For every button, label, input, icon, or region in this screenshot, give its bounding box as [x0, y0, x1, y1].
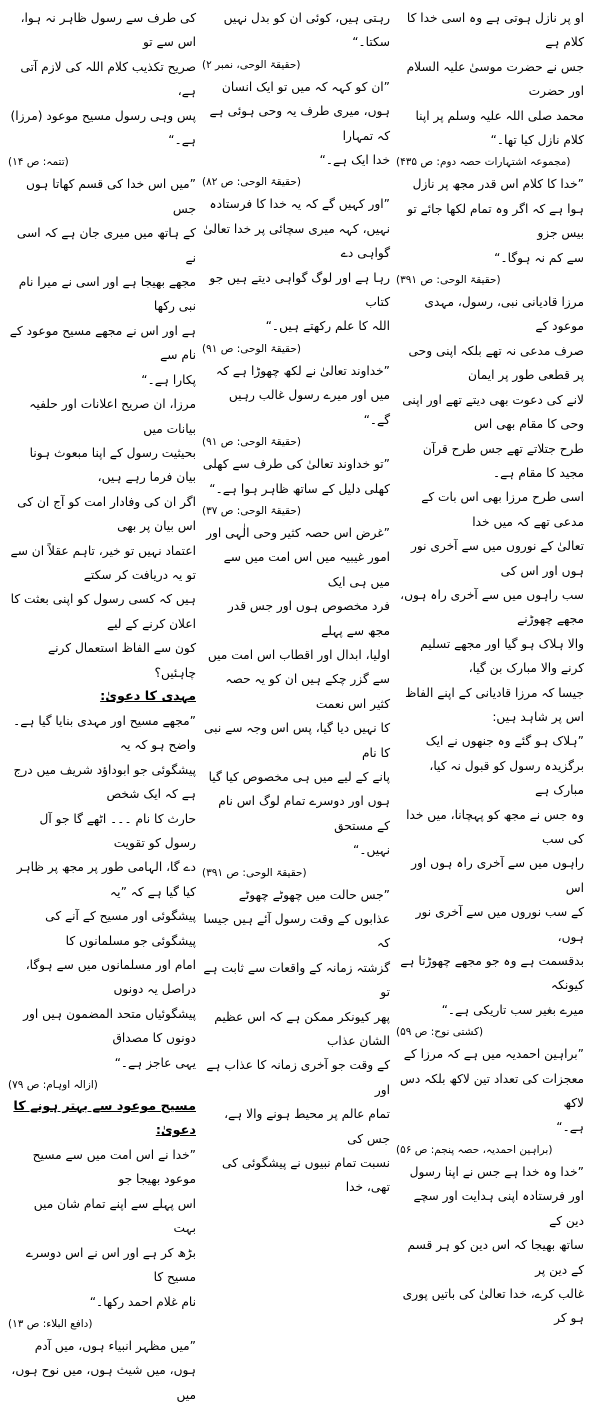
paragraph: ”ہلاک ہو گئے وہ جنھوں نے ایک برگزیدہ رسول کو قبول نہ کیا، مبارک ہے وہ جس نے مجھ کو پہچانا، میں خدا کی سب راہوں میں سے آخری راہ ہوں اور اس کے سب نوروں میں سے آخری نور ہوں، بدقسمت ہے وہ جو مجھے چھوڑتا ہے کیونکہ میرے بغیر سب تاریکی ہے۔“	[400, 734, 584, 1017]
citation: (کشتی نوح: ص ۵۹)	[396, 1026, 484, 1039]
citation: (حقیقۃ الوحی: ص ۸۲)	[202, 176, 301, 189]
citation: (حقیقۃ الوحی، نمبر ۲)	[202, 58, 301, 71]
citation: (حقیقۃ الوحی: ص ۹۱)	[202, 436, 301, 449]
citation: (حقیقۃ الوحی: ص ۹۱)	[202, 342, 301, 355]
paragraph: مرزا، ان صریح اعلانات اور حلفیہ بیانات میں بحیثیت رسول کے اپنا مبعوث ہونا بیان فرما رہے ہیں، اگر ان کی وفادار امت کو آج ان کی اس بیان پر بھی اعتماد نہیں تو خیر، تاہم عقلاً ان سے تو یہ دریافت کر سکتے ہیں کہ کسی رسول کو اپنی بعثت کا اعلان کرنے کے لیے کون سے الفاظ استعمال کرنے چاہئیں؟	[10, 397, 196, 680]
section-heading: مسیح موعود سے بہتر ہونے کا دعویٰ:	[13, 1099, 196, 1139]
citation: (تتمہ: ص ۱۴)	[8, 156, 69, 169]
paragraph: رہتی ہیں، کوئی ان کو بدل نہیں سکتا۔“	[223, 11, 390, 50]
citation: (براہین احمدیہ، حصہ پنجم: ص ۵۶)	[396, 1143, 553, 1156]
paragraph: ”خدا وہ خدا ہے جس نے اپنا رسول اور فرستادہ اپنی ہدایت اور سچے دین کے ساتھ بھیجا کہ اس دین کو ہر قسم کے دین پر غالب کرے، خدا تعالیٰ کی باتیں پوری ہو کر	[402, 1164, 584, 1326]
column-left	[8, 6, 196, 1402]
paragraph: ”میں اس خدا کی قسم کھاتا ہوں جس کے ہاتھ میں میری جان ہے کہ اسی نے مجھے بھیجا ہے اور اسی نے میرا نام نبی رکھا ہے اور اس نے مجھے مسیح موعود کے نام سے پکارا ہے۔“	[9, 177, 196, 387]
citation: (ازالہ اوہام: ص ۷۹)	[8, 1079, 98, 1092]
paragraph: ”مجھے مسیح اور مہدی بنایا گیا ہے۔ واضح ہو کہ یہ پیشگوئی جو ابوداؤد شریف میں درج ہے کہ ایک شخص حارث کا نام ۔۔۔ اٹھے گا جو آل رسول کو تقویت دے گا، الہامی طور پر مجھ پر ظاہر کیا گیا ہے کہ ”یہ پیشگوئی اور مسیح کے آنے کی پیشگوئی جو مسلمانوں کا امام اور مسلمانوں میں سے ہوگا، دراصل یہ دونوں پیشگوئیاں متحد المضمون ہیں اور دونوں کا مصداق یہی عاجز ہے۔“	[13, 713, 196, 1070]
citation: (دافع البلاء: ص ۱۳)	[8, 1317, 93, 1330]
document-page	[6, 6, 584, 1402]
paragraph: ”خدا نے اس امت میں سے مسیح موعود بھیجا جو اس پہلے سے اپنے تمام شان میں بہت بڑھ کر ہے اور اس نے اس دوسرے مسیح کا نام غلام احمد رکھا۔“	[25, 1148, 196, 1309]
paragraph: ”خدا کا کلام اس قدر مجھ پر نازل ہوا ہے کہ اگر وہ تمام لکھا جائے تو بیس جزو سے کم نہ ہوگا۔“	[407, 177, 584, 265]
paragraph: ”جس حالت میں چھوٹے چھوٹے عذابوں کے وقت رسول آئے ہیں جیسا کہ گزشتہ زمانہ کے واقعات سے ثابت ہے تو پھر کیونکر ممکن ہے کہ اس عظیم الشان عذاب کے وقت جو آخری زمانہ کا عذاب ہے اور تمام عالم پر محیط ہونے والا ہے، جس کی نسبت تمام نبیوں نے پیشگوئی کی تھی، خدا	[203, 887, 390, 1195]
paragraph: ”خداوند تعالیٰ نے لکھ چھوڑا ہے کہ میں اور میرے رسول غالب رہیں گے۔“	[215, 363, 390, 427]
paragraph: او پر نازل ہوتی ہے وہ اسی خدا کا کلام ہے جس نے حضرت موسیٰ علیہ السلام اور حضرت محمد صلی اللہ علیہ وسلم پر اپنا کلام نازل کیا تھا۔“	[406, 11, 584, 148]
section-heading: مہدی کا دعویٰ:	[100, 688, 196, 704]
citation: (حقیقۃ الوحی: ص ۳۹۱)	[202, 866, 307, 879]
paragraph: ”براہین احمدیہ میں ہے کہ مرزا کے معجزات کی تعداد تین لاکھ بلکہ دس لاکھ ہے۔“	[400, 1047, 584, 1135]
citation: (حقیقۃ الوحی: ص ۳۷)	[202, 504, 301, 517]
paragraph: ”اور کہیں گے کہ یہ خدا کا فرستادہ نہیں، کہہ میری سچائی پر خدا تعالیٰ گواہی دے رہا ہے اور لوگ گواہی دیتے ہیں جو کتاب اللہ کا علم رکھتے ہیں۔“	[203, 197, 390, 334]
column-middle	[202, 6, 390, 1195]
citation: (حقیقۃ الوحی: ص ۳۹۱)	[396, 274, 501, 287]
paragraph: ”تو خداوند تعالیٰ کی طرف سے کھلی کھلی دلیل کے ساتھ ظاہر ہوا ہے۔“	[202, 457, 390, 496]
paragraph: ”غرض اس حصہ کثیر وحی الٰہی اور امور غیبیہ میں اس امت میں سے میں ہی ایک فرد مخصوص ہوں اور جس قدر مجھ سے پہلے اولیا، ابدال اور اقطاب اس امت میں سے گزر چکے ہیں ان کو یہ حصہ کثیر اس نعمت کا نہیں دیا گیا، پس اس وجہ سے نبی کا نام پانے کے لیے میں ہی مخصوص کیا گیا ہوں اور دوسرے تمام لوگ اس نام کے مستحق نہیں۔“	[204, 525, 390, 858]
column-right	[396, 6, 584, 1326]
paragraph: کی طرف سے رسول ظاہر نہ ہوا، اس سے تو صریح تکذیب کلام اللہ کی لازم آتی ہے، پس وہی رسول مسیح موعود (مرزا) ہے۔“	[10, 11, 196, 148]
paragraph: ”ان کو کہہ کہ میں تو ایک انسان ہوں، میری طرف یہ وحی ہوئی ہے کہ تمہارا خدا ایک ہے۔“	[209, 79, 390, 168]
paragraph: مرزا قادیانی نبی، رسول، مہدی موعود کے صرف مدعی نہ تھے بلکہ اپنی وحی پر قطعی طور پر ایمان لانے کی دعوت بھی دیتے تھے اور اپنی وحی کا مقام بھی اس طرح جتلاتے تھے جس طرح قرآن مجید کا مقام ہے۔ اسی طرح مرزا بھی اس بات کے مدعی تھے کہ میں خدا تعالیٰ کے نوروں میں سے آخری نور ہوں اور اس کی سب راہوں میں سے آخری راہ ہوں، مجھے چھوڑنے والا ہلاک ہو گیا اور مجھے تسلیم کرنے والا مبارک بن گیا، جیسا کہ مرزا قادیانی کے اپنے الفاظ اس پر شاہد ہیں:	[400, 295, 584, 724]
paragraph: ”میں مظہر انبیاء ہوں، میں آدم ہوں، میں شیث ہوں، میں نوح ہوں، میں	[11, 1338, 196, 1402]
citation: (مجموعہ اشتہارات حصہ دوم: ص ۴۳۵)	[396, 156, 571, 169]
